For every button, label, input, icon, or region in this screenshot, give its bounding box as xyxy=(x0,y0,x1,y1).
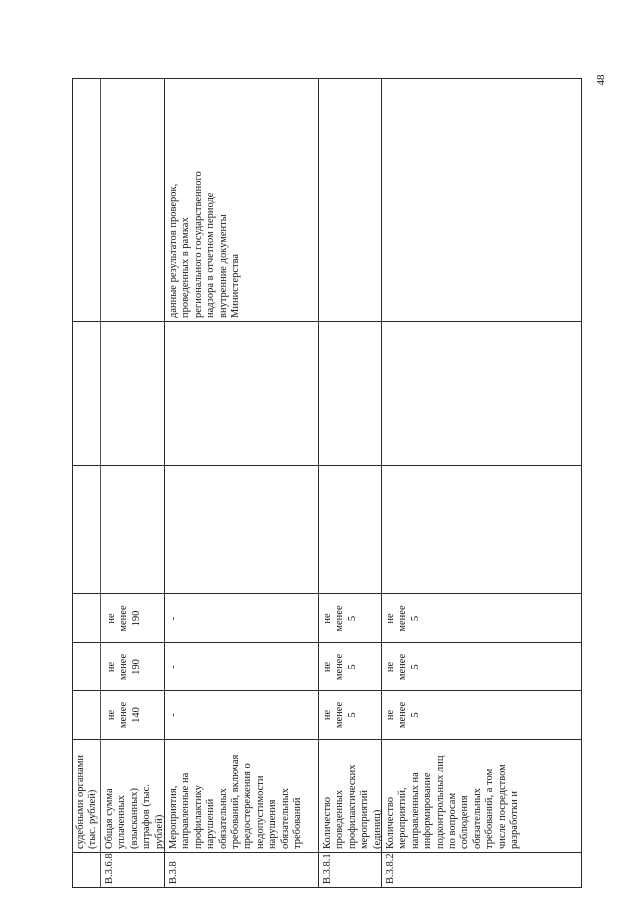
column-divider-value-1 xyxy=(72,690,582,691)
table-divider-row-4 xyxy=(381,78,382,888)
row-code: В.3.8.2 xyxy=(385,853,396,884)
row-value-1: не менее 140 xyxy=(106,701,142,729)
table-border-top xyxy=(72,78,73,888)
table-divider-row-3 xyxy=(318,78,319,888)
row-value-1: не менее 5 xyxy=(385,701,421,729)
row-value-2: не менее 190 xyxy=(106,653,142,681)
table-border-bottom xyxy=(581,78,582,888)
row-note: данные результатов проверок, проведенных в рамках регионального государственного надзора в отчетном периоде внутренние документы Министерства xyxy=(168,171,242,318)
row-value-3: не менее 5 xyxy=(385,605,421,632)
row-value-3: не менее 5 xyxy=(322,605,358,632)
row-name: Количество мероприятий, направленных на информирование подконтрольных лиц по вопросам соблюдения обязательных требований, а том числе посредством разработки и xyxy=(385,755,521,849)
row-value-2: - xyxy=(168,665,179,669)
row-name: Общая сумма уплаченных (взысканных) штрафов (тыс. рублей) xyxy=(104,784,165,849)
column-divider-mid xyxy=(72,321,582,322)
column-divider-gap xyxy=(72,465,582,466)
column-divider-value-2 xyxy=(72,642,582,643)
table-border-right xyxy=(72,78,582,79)
column-divider-name xyxy=(72,739,582,740)
row-value-2: не менее 5 xyxy=(322,653,358,681)
row-name: Мероприятия, направленные на профилактику нарушений обязательных требований, включая предостережения о недопустимости нарушения обязательных требований xyxy=(168,754,304,849)
row-value-2: не менее 5 xyxy=(385,653,421,681)
page-number: 48 xyxy=(595,74,607,86)
row-name: Количество проведенных профилактических мероприятий (единиц) xyxy=(322,764,383,849)
continuation-text: судебными органами (тыс. рублей) xyxy=(75,754,99,849)
row-code: В.3.8 xyxy=(168,861,179,884)
row-value-3: - xyxy=(168,616,179,621)
row-value-1: - xyxy=(168,713,179,717)
table-border-left xyxy=(72,887,582,888)
column-divider-value-3 xyxy=(72,593,582,594)
rotated-table xyxy=(72,78,582,888)
row-value-1: не менее 5 xyxy=(322,701,358,729)
table-divider-row-2 xyxy=(164,78,165,888)
row-code: В.3.6.8 xyxy=(104,853,115,884)
row-value-3: не менее 190 xyxy=(106,605,142,632)
row-code: В.3.8.1 xyxy=(322,853,333,884)
table-divider-first-row xyxy=(100,78,101,888)
